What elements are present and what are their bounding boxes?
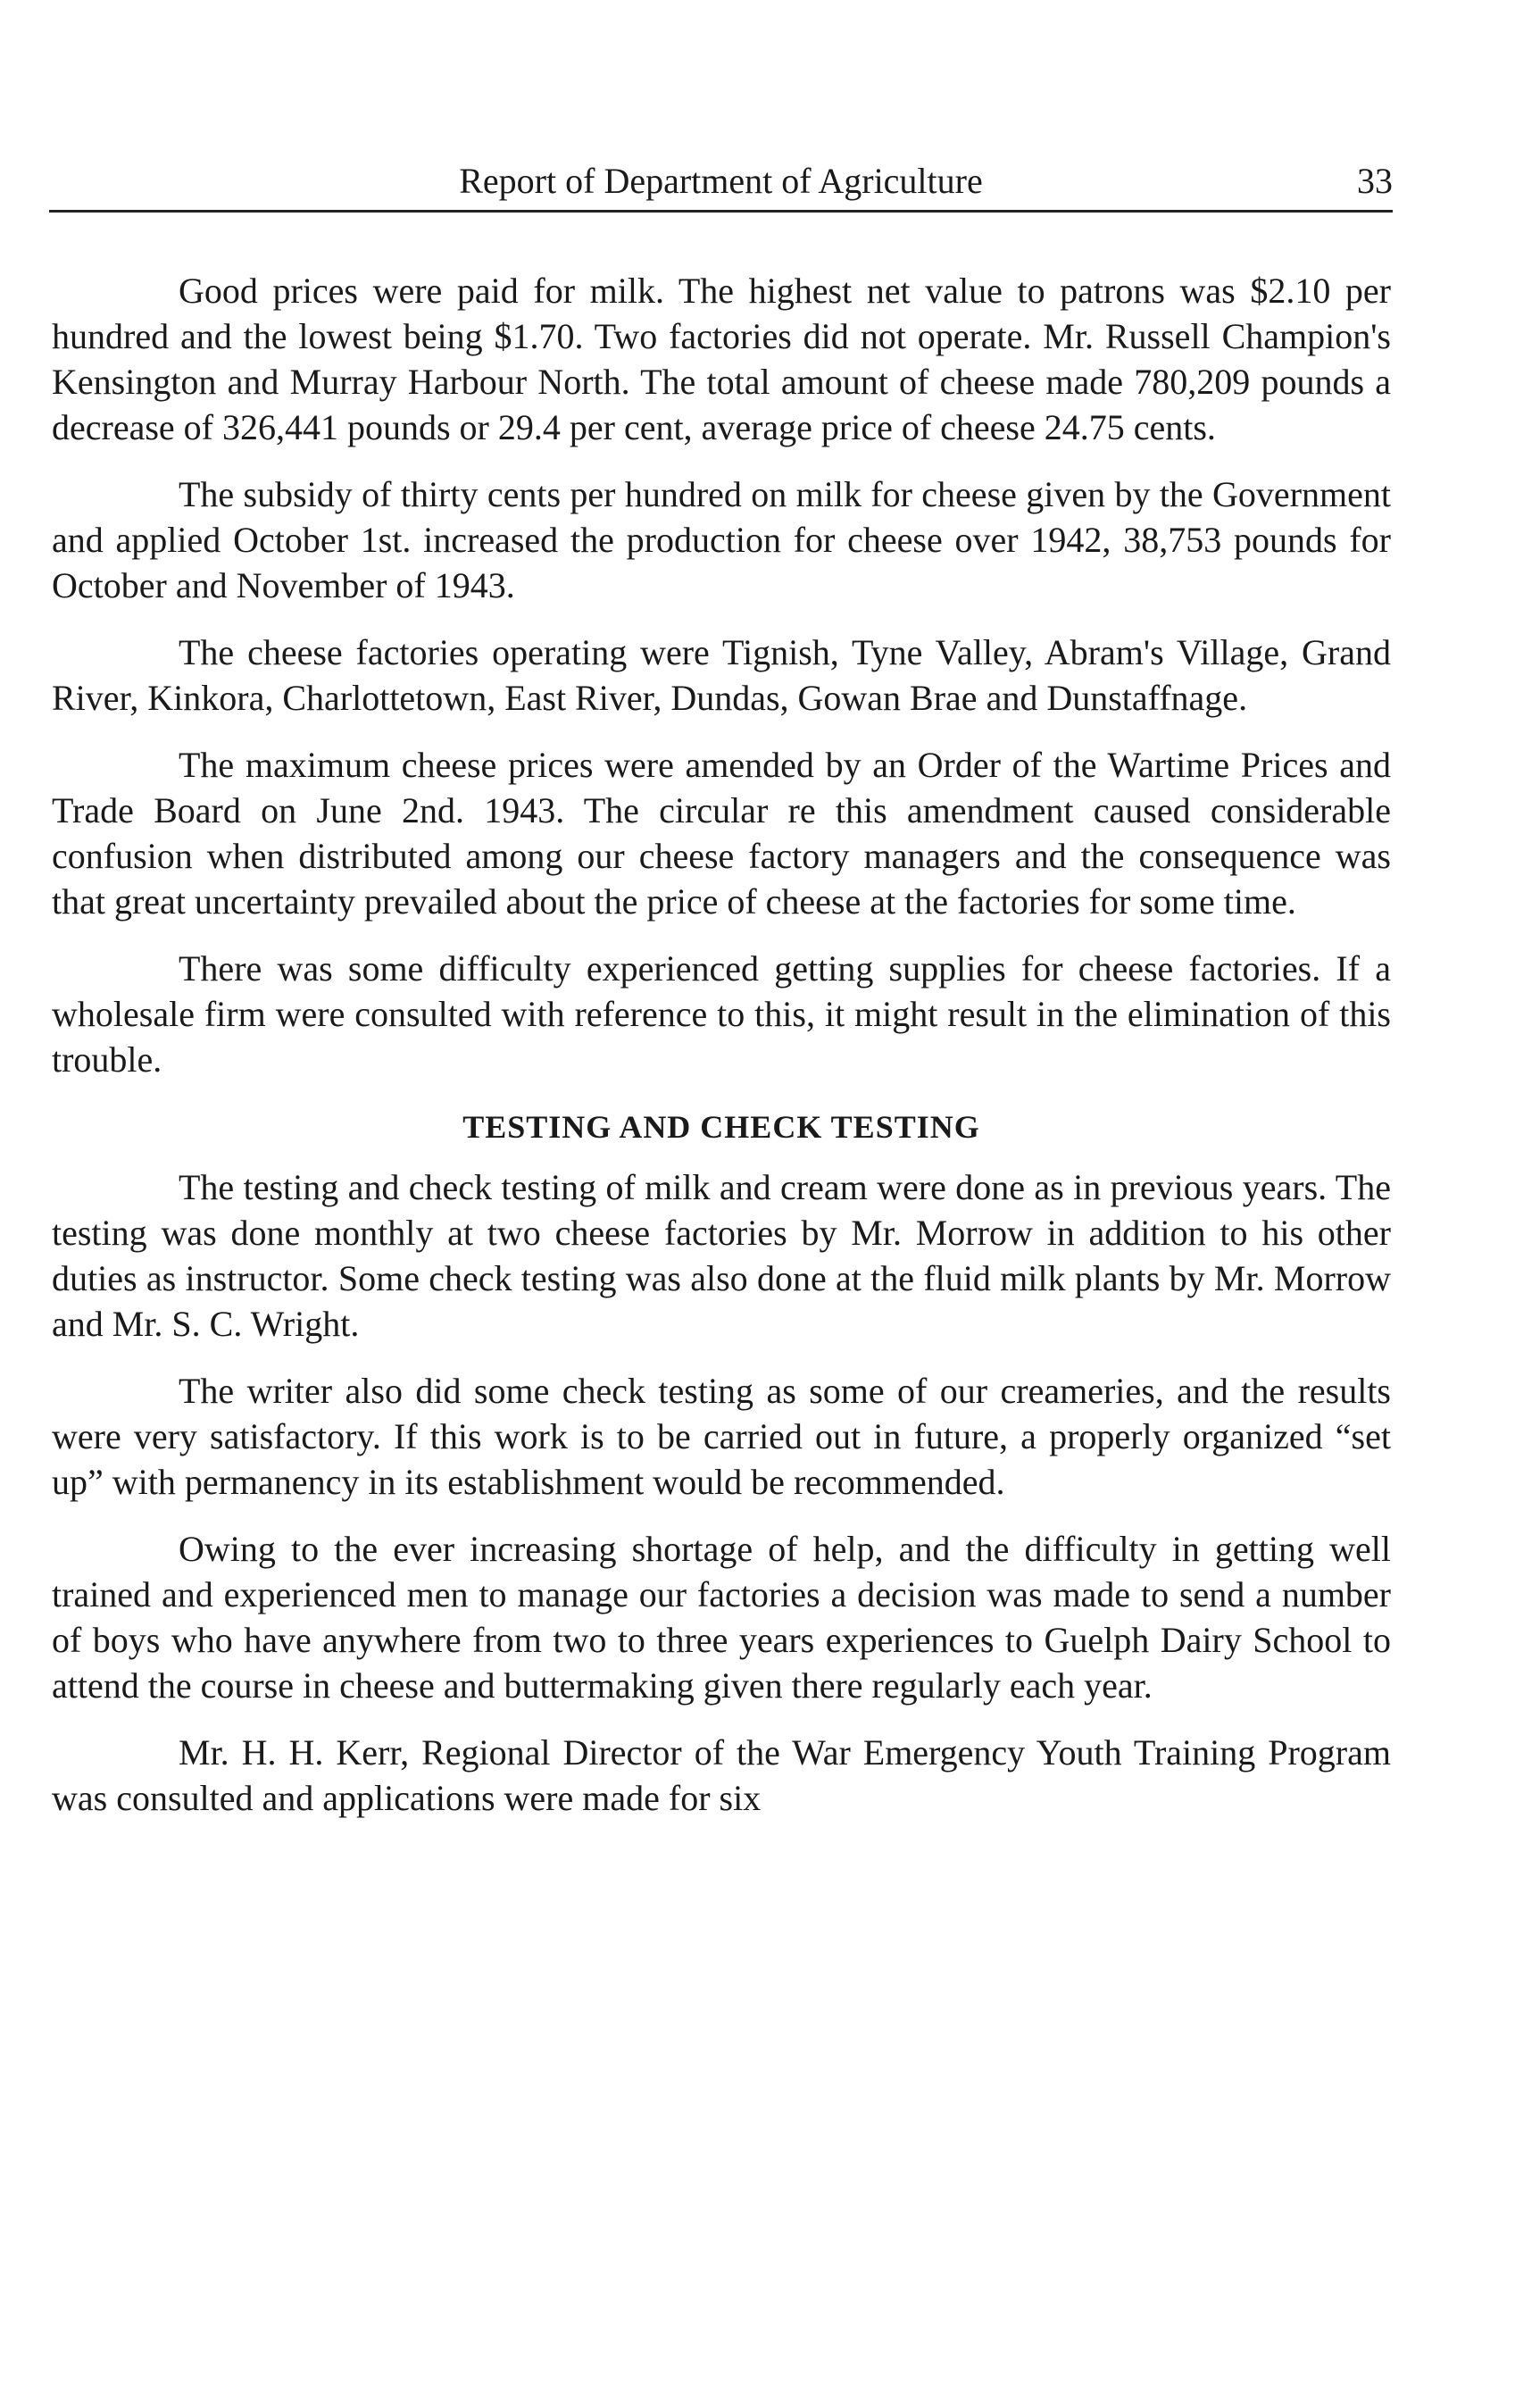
running-title: Report of Department of Agriculture [459, 161, 983, 201]
section-heading: TESTING AND CHECK TESTING [462, 1109, 980, 1145]
paragraph-youth-training: Mr. H. H. Kerr, Regional Director of the War Emergency Youth Training Program was consulted and applications were made for six [52, 1732, 1391, 1818]
paragraph-milk-prices: Good prices were paid for milk. The highest net value to patrons was $2.10 per hundred and the lowest being $1.70. Two factories did not operate. Mr. Russell Champion's Kensington and Murray Harbour North. The total amount of cheese made 780,209 pounds a decrease of 326,441 pounds or 29.4 per cent, average price of cheese 24.75 cents. [52, 271, 1391, 447]
body-text [52, 268, 1391, 1842]
paragraph-testing: The testing and check testing of milk and cream were done as in previous years. The testing was done monthly at two cheese factories by Mr. Morrow in addition to his other duties as instructor. Some check testing was also done at the fluid milk plants by Mr. Morrow and Mr. S. C. Wright. [52, 1167, 1391, 1344]
paragraph-shortage-of-help: Owing to the ever increasing shortage of help, and the difficulty in getting well trained and experienced men to manage our factories a decision was made to send a number of boys who have anywhere from two to three years experiences to Guelph Dairy School to attend the course in cheese and buttermaking given there regularly each year. [52, 1529, 1391, 1706]
paragraph-maximum-prices: The maximum cheese prices were amended by an Order of the Wartime Prices and Trade Board on June 2nd. 1943. The circular re this amendment caused considerable confusion when distributed among our cheese factory managers and the consequence was that great uncertainty prevailed about the price of cheese at the factories for some time. [52, 745, 1391, 922]
paragraph-subsidy: The subsidy of thirty cents per hundred on milk for cheese given by the Government and applied October 1st. increased the production for cheese over 1942, 38,753 pounds for October and November of 1943. [52, 474, 1391, 605]
paragraph-factories-operating: The cheese factories operating were Tignish, Tyne Valley, Abram's Village, Grand River, Kinkora, Charlottetown, East River, Dundas, Gowan Brae and Dunstaffnage. [52, 632, 1391, 718]
paragraph-supplies: There was some difficulty experienced getting supplies for cheese factories. If a wholesale firm were consulted with reference to this, it might result in the elimination of this trouble. [52, 948, 1391, 1080]
page-number: 33 [1357, 161, 1393, 201]
paragraph-check-testing: The writer also did some check testing as some of our creameries, and the results were very satisfactory. If this work is to be carried out in future, a properly organized “set up” with permanency in its establishment would be recommended. [52, 1371, 1391, 1502]
running-header [49, 156, 1393, 213]
